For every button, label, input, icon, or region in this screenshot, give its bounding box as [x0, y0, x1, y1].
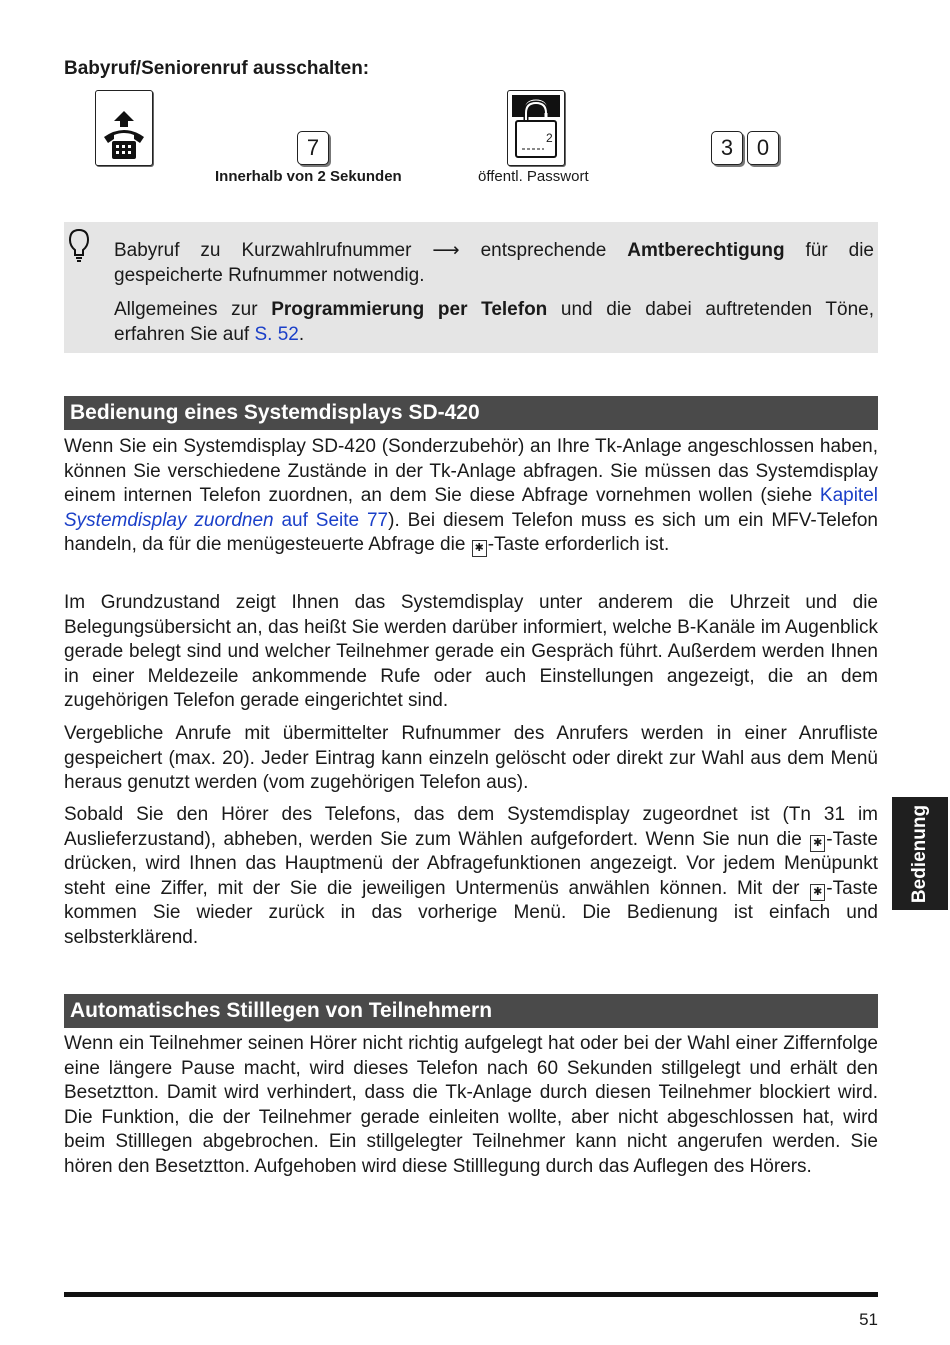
padlock-password-icon [507, 90, 565, 166]
page-link-52[interactable]: S. 52 [254, 324, 299, 345]
star-key-icon: ✱ [810, 835, 825, 852]
caption-within-2-seconds: Innerhalb von 2 Sekunden [215, 168, 402, 185]
section1-paragraph-2: Im Grundzustand zeigt Ihnen das Systemdisplay unter anderem die Uhrzeit und die Belegungsübersicht an, das heißt Sie werden darüber informiert, welche B-Kanäle im Augenblick gerade belegt sind und welcher Teilnehmer gerade ein Gespräch führt. Außerdem werden Ihnen in einer Meldezeile ankommende Rufe oder auch Einstellungen angezeigt, die an dem zugehörigen Telefon gerade eingerichtet sind. [64, 592, 878, 711]
caption-public-password: öffentl. Passwort [478, 168, 589, 185]
section1-paragraph-4: Sobald Sie den Hörer des Telefons, das dem Systemdisplay zugeordnet ist (Tn 31 im Auslieferzustand), abheben, werden Sie zum Wählen aufgefordert. Wenn Sie nun die ✱ -Taste drücken, wird Ihnen das Hauptmenü der Abfragefunktionen angezeigt. Vor jedem Menüpunkt steht eine Ziffer, mit der Sie die jeweiligen Untermenüs anwählen können. Mit der ✱ -Taste kommen Sie wieder zurück in das vorherige Menü. Die Bedienung ist einfach und selbsterklärend. [64, 804, 878, 948]
lightbulb-icon [68, 228, 90, 262]
section2-paragraph-1: Wenn ein Teilnehmer seinen Hörer nicht richtig aufgelegt hat oder bei der Wahl einer Ziffernfolge eine längere Pause macht, wird dieses Telefon nach 60 Sekunden stillgelegt und erhält den Besetztton. Damit wird verhindert, dass die Tk-Anlage durch diesen Teilnehmer blockiert wird. Die Funktion, die der Teilnehmer gerade einleiten wollte, aber nicht abgeschlossen hat, wird beim Stilllegen abgebrochen. Ein stillgelegter Teilnehmer kann nicht angerufen werden. Sie hören den Besetztton. Aufgehoben wird diese Stilllegung durch das Auflegen des Hörers. [64, 1033, 878, 1177]
key-7: 7 [297, 131, 329, 165]
page-number: 51 [859, 1310, 878, 1329]
tip-box [64, 222, 878, 353]
password-digit: 2 [546, 131, 553, 145]
lift-handset-icon [95, 90, 153, 166]
section-heading-stilllegen: Automatisches Stilllegen von Teilnehmern [64, 994, 878, 1028]
chapter-link[interactable]: Kapitel Systemdisplay zuordnen auf Seite 77 [64, 485, 878, 531]
chapter-side-tab [892, 797, 948, 910]
key-3: 3 [711, 131, 743, 165]
section1-paragraph-1: Wenn Sie ein Systemdisplay SD-420 (Sonderzubehör) an Ihre Tk-Anlage angeschlossen haben, können Sie verschiedene Zustände in der Tk-Anlage abfragen. Sie müssen das Systemdisplay einem internen Telefon zuordnen, an dem Sie diese Abfrage vornehmen wollen (siehe Kapitel Systemdisplay zuordnen auf Seite 77). Bei diesem Telefon muss es sich um ein MFV-Telefon handeln, da für die menügesteuerte Abfrage die ✱ -Taste erforderlich ist. [64, 436, 878, 555]
footer-rule [64, 1292, 878, 1297]
instruction-heading: Babyruf/Seniorenruf ausschalten: [64, 58, 370, 79]
star-key-icon: ✱ [810, 884, 825, 901]
key-0: 0 [747, 131, 779, 165]
section-heading-systemdisplay: Bedienung eines Systemdisplays SD-420 [64, 396, 878, 430]
tip-paragraph-1: Babyruf zu Kurzwahlrufnummer ⟶ entsprechende Amtberechtigung für die gespeicherte Rufnummer notwendig. [114, 240, 874, 286]
section1-paragraph-3: Vergebliche Anrufe mit übermittelter Rufnummer des Anrufers werden in einer Anrufliste gespeichert (max. 20). Jeder Eintrag kann einzeln gelöscht oder direkt zur Wahl aus dem Menü heraus genutzt werden (vom zugehörigen Telefon aus). [64, 723, 878, 793]
star-key-icon: ✱ [472, 540, 487, 557]
tip-paragraph-2: Allgemeines zur Programmierung per Telefon und die dabei auftretenden Töne, erfahren Sie auf S. 52. [114, 299, 874, 345]
side-tab-label: Bedienung [909, 804, 930, 903]
